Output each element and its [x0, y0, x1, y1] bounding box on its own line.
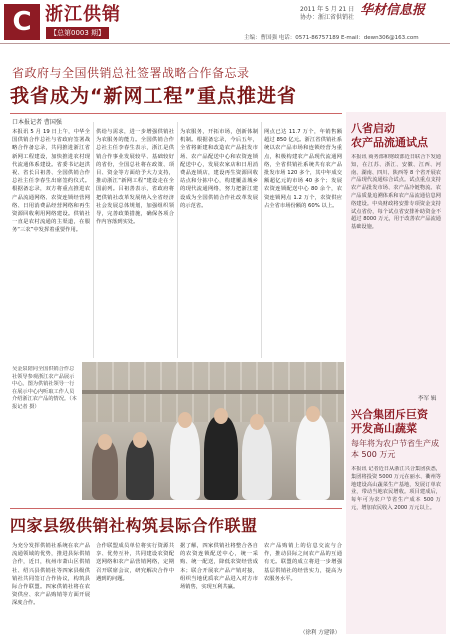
- sidebar-title-2: [351, 408, 428, 436]
- newspaper-logo: 华材信息报: [360, 3, 426, 18]
- lead-column-4: 网点已达 11.7 万个，年销售额超过 850 亿元。浙江省供销社系统以农产品市场和连锁经营为重点，积极构建农产品现代流通网络，全省供销社系统共有农产品批发市场 120 多个，其中年成交额超亿元的市场 40 多个；发展农资连锁配送中心 80 余个，农资连锁网点 1.2 万个，农资供应占全省市场份额的 60% 以上。: [264, 129, 342, 209]
- issue-number: 【总第0003 期】: [46, 27, 109, 39]
- column-divider: [261, 122, 262, 358]
- sidebar-text-2: 本报讯 记者近日从浙江兴合集团获悉，集团将投资 5000 万元在丽水、衢州等地建设高山蔬菜生产基地，发展订单农业，带动当地农民增收。项目建成后，每年可为农户节省生产成本 500 万元，增加农民收入 2000 万元以上。: [351, 466, 441, 511]
- lead-column-3: 为农服务，开拓市场，创新体制机制。根据备忘录，今后五年，全省将新建和改造农产品批发市场、农产品配送中心和农资连锁配送中心，发展农家店和日用消费品连锁店，建设再生资源回收站点和分拣中心，构建覆盖城乡的现代流通网络，努力把浙江建设成为全国供销合作社改革发展的示范省。: [180, 129, 258, 209]
- photo-person: [170, 420, 200, 500]
- second-column-1: 为充分发挥供销社系统在农产品流通领域的优势，推进县际供销合作，近日，杭州市萧山区供销社、绍兴县供销社等四家县级供销社共同签订合作协议，构筑县际合作联盟。四家供销社将在农资供应、农产品购销等方面开展深度合作。: [12, 543, 90, 607]
- photo-shelf-edge: [82, 390, 344, 394]
- news-photo: [82, 362, 344, 500]
- photo-person: [242, 422, 272, 500]
- second-headline: 四家县级供销社构筑县际合作联盟: [10, 516, 258, 535]
- lead-kicker: 省政府与全国供销总社签署战略合作备忘录: [12, 66, 250, 80]
- lead-byline: 口本报记者 曹国强: [12, 119, 62, 126]
- sidebar-author-1: 李军 辑: [418, 396, 437, 402]
- column-divider: [93, 122, 94, 358]
- second-column-2: 合作联盟成员单位将实行资源共享、优势互补，共同建设农资配送网络和农产品营销网络，定期召开联席会议，研究解决合作中遇到的问题。: [96, 543, 174, 582]
- column-logo: C: [4, 4, 40, 40]
- second-author: （徐利 方建锋）: [300, 630, 341, 636]
- photo-person-head: [306, 406, 320, 422]
- co-organizer: 协办：浙江省供销社: [300, 14, 355, 21]
- lead-headline: 我省成为“新网工程”重点推进省: [10, 85, 297, 107]
- sidebar-title-2-line1: 兴合集团斥巨资: [351, 408, 428, 421]
- masthead: [0, 0, 450, 44]
- headline-divider: [10, 113, 342, 114]
- sidebar-title-1-line1: 八省启动: [351, 122, 395, 135]
- second-column-3: 据了解，四家供销社将整合各自的农资连锁配送中心，统一采购、统一配送，降低农资经营成本；联合开展农产品产销对接，组织当地优质农产品进入对方市场销售，实现互利共赢。: [180, 543, 258, 591]
- sidebar-subtitle: 每年将为农户节省生产成本 500 万元: [351, 439, 439, 459]
- photo-person-head: [133, 432, 147, 448]
- photo-person: [204, 416, 238, 500]
- sidebar-text-1: 本报讯 商务部和财政部近日联合下发通知，在江苏、浙江、安徽、江西、河南、湖南、四川、陕西等 8 个省开展农产品现代流通综合试点。试点重点支持农产品批发市场、农产品冷链物流、农产品质量追溯体系和农产品流通信息网络建设。中央财政将安排专项资金支持试点省份，每个试点省安排补助资金不超过 8000 万元，用于改善农产品流通基础设施。: [351, 154, 441, 231]
- date-block: [300, 6, 354, 22]
- photo-person-head: [98, 434, 112, 450]
- lead-column-2: 供给与需求，进一步增强供销社为农服务的能力。全国供销合作总社主任李春生表示，浙江是供销合作事业发展较早、基础较好的省份，全国总社将在政策、项目、资金等方面给予大力支持，推动浙江“新网工程”建设走在全国前列。吕祖善表示，省政府将把供销社改革发展纳入全省经济社会发展总体规划，加强组织领导，完善政策措施，确保各项合作内容落到实处。: [96, 129, 174, 226]
- section-divider: [10, 508, 342, 509]
- column-title: 浙江供销: [45, 4, 121, 25]
- photo-person: [296, 414, 330, 500]
- sidebar-title-2-line2: 开发高山蔬菜: [351, 422, 417, 435]
- sidebar-title-1: [351, 122, 428, 150]
- sidebar-title-1-line2: 农产品流通试点: [351, 136, 428, 149]
- photo-person-head: [178, 412, 192, 428]
- photo-caption: 吴金泉陪同全国供销合作总社领导参观浙江农产品展示中心。图为供销社领导一行在展示中心内听取工作人员介绍浙江农产品的情况。（本报记者 摄）: [12, 366, 77, 410]
- date-text: 2011 年 5 月 21 日: [300, 6, 355, 13]
- column-divider: [177, 122, 178, 358]
- second-column-4: 农产品购销上的信息交流与合作，推动县际之间农产品的互通有无。联盟的成立将进一步增强基层供销社的经营实力，提高为农服务水平。: [264, 543, 342, 582]
- staff-contact: 主编：曹国强 电话：0571-86757189 E-mail：dewn306@163.com: [244, 35, 419, 41]
- photo-person-head: [250, 414, 264, 430]
- photo-person-head: [214, 408, 228, 424]
- lead-column-1: 本报讯 5 月 19 日上午，中华全国供销合作总社与省政府签署战略合作备忘录，共同推进浙江省新网工程建设，加快推进农村现代流通体系建设。省委书记赵洪祝、省长吕祖善、全国供销合作总社主任李春生出席签约仪式。根据备忘录，双方将重点推进农产品流通网络、农资连锁经营网络、日用消费品经营网络和再生资源回收利用网络建设。供销社一直是农村流通的主渠道，在服务“三农”中发挥着重要作用。: [12, 129, 90, 234]
